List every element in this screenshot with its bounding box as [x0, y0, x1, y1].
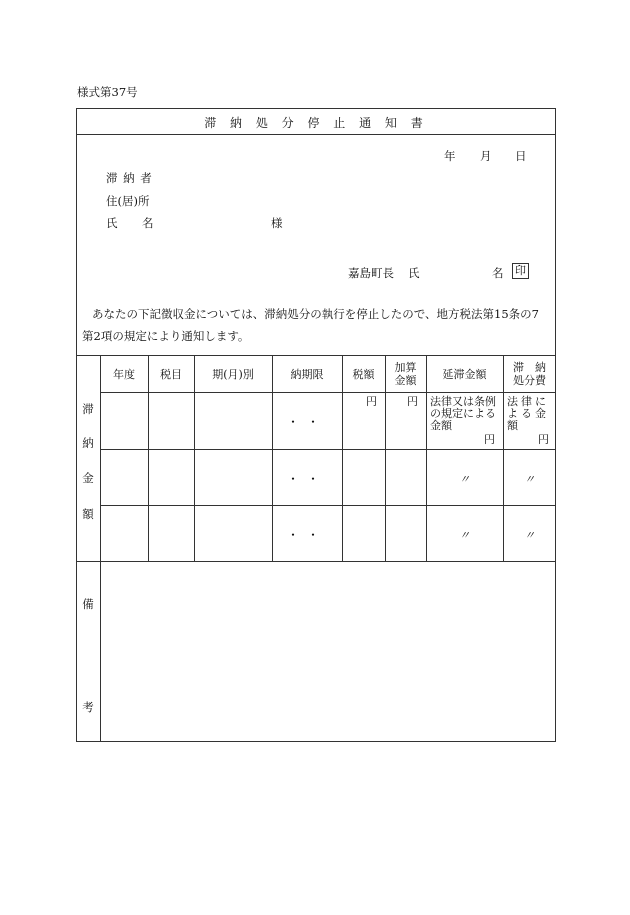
due-date-separator-row-3: ・・: [286, 528, 327, 542]
tax-amount-yen: 円: [366, 395, 377, 408]
issuer-name-label-2: 名: [492, 266, 504, 280]
side-label-char-4: 額: [82, 507, 94, 521]
honorific: 様: [271, 216, 283, 230]
address-label: 住(居)所: [106, 194, 150, 208]
name-label-2: 名: [142, 216, 154, 230]
header-tax-item: 税目: [160, 368, 182, 381]
remarks-label-char-2: 考: [82, 700, 94, 714]
disposal-yen: 円: [538, 433, 549, 446]
additional-yen: 円: [407, 395, 418, 408]
side-label-char-1: 滞: [82, 402, 94, 416]
remarks-divider: [76, 561, 556, 562]
form-title: 滞 納 処 分 停 止 通 知 書: [204, 116, 428, 130]
title-divider: [76, 134, 556, 135]
late-fee-ditto-row-3: 〃: [459, 529, 470, 542]
date-year-label: 年: [444, 149, 456, 163]
date-day-label: 日: [515, 149, 527, 163]
header-tax-amount: 税額: [352, 368, 375, 381]
disposal-ditto-row-2: 〃: [524, 473, 535, 486]
col-divider-tax-item: [194, 355, 195, 561]
late-fee-yen: 円: [484, 433, 495, 446]
header-due-date: 納期限: [290, 368, 324, 381]
due-date-separator-row-1: ・・: [286, 415, 327, 429]
col-divider-due: [342, 355, 343, 561]
form-number: 様式第37号: [77, 85, 138, 99]
side-column-divider: [100, 355, 101, 742]
disposal-note: 法律による金額: [507, 395, 549, 432]
side-label-char-2: 納: [82, 436, 94, 450]
notice-body-text: あなたの下記徴収金については、滞納処分の執行を停止したので、地方税法第15条の7第2項の規定により通知します。: [82, 307, 539, 343]
table-header-divider: [100, 392, 556, 393]
seal-mark: 印: [512, 263, 529, 279]
issuer-name-label-1: 氏: [408, 266, 420, 280]
name-label-1: 氏: [106, 216, 118, 230]
header-disposal-1: 滞 納: [513, 361, 546, 374]
row-divider-1: [100, 449, 556, 450]
date-month-label: 月: [480, 149, 492, 163]
header-late-fee: 延滞金額: [442, 368, 487, 381]
header-period: 期(月)別: [212, 368, 254, 381]
late-fee-note: 法律又は条例の規定による金額: [430, 395, 496, 432]
header-disposal-2: 処分費: [513, 374, 546, 387]
late-fee-ditto-row-2: 〃: [459, 473, 470, 486]
disposal-ditto-row-3: 〃: [524, 529, 535, 542]
header-additional-1: 加算: [394, 361, 417, 374]
issuer-title: 嘉島町長: [348, 266, 394, 280]
header-year: 年度: [113, 368, 135, 381]
header-additional-2: 金額: [394, 374, 417, 387]
taxpayer-label: 滞 納 者: [106, 171, 153, 185]
due-date-separator-row-2: ・・: [286, 472, 327, 486]
row-divider-2: [100, 505, 556, 506]
side-label-char-3: 金: [82, 471, 94, 485]
remarks-label-char-1: 備: [82, 597, 94, 611]
col-divider-year: [148, 355, 149, 561]
